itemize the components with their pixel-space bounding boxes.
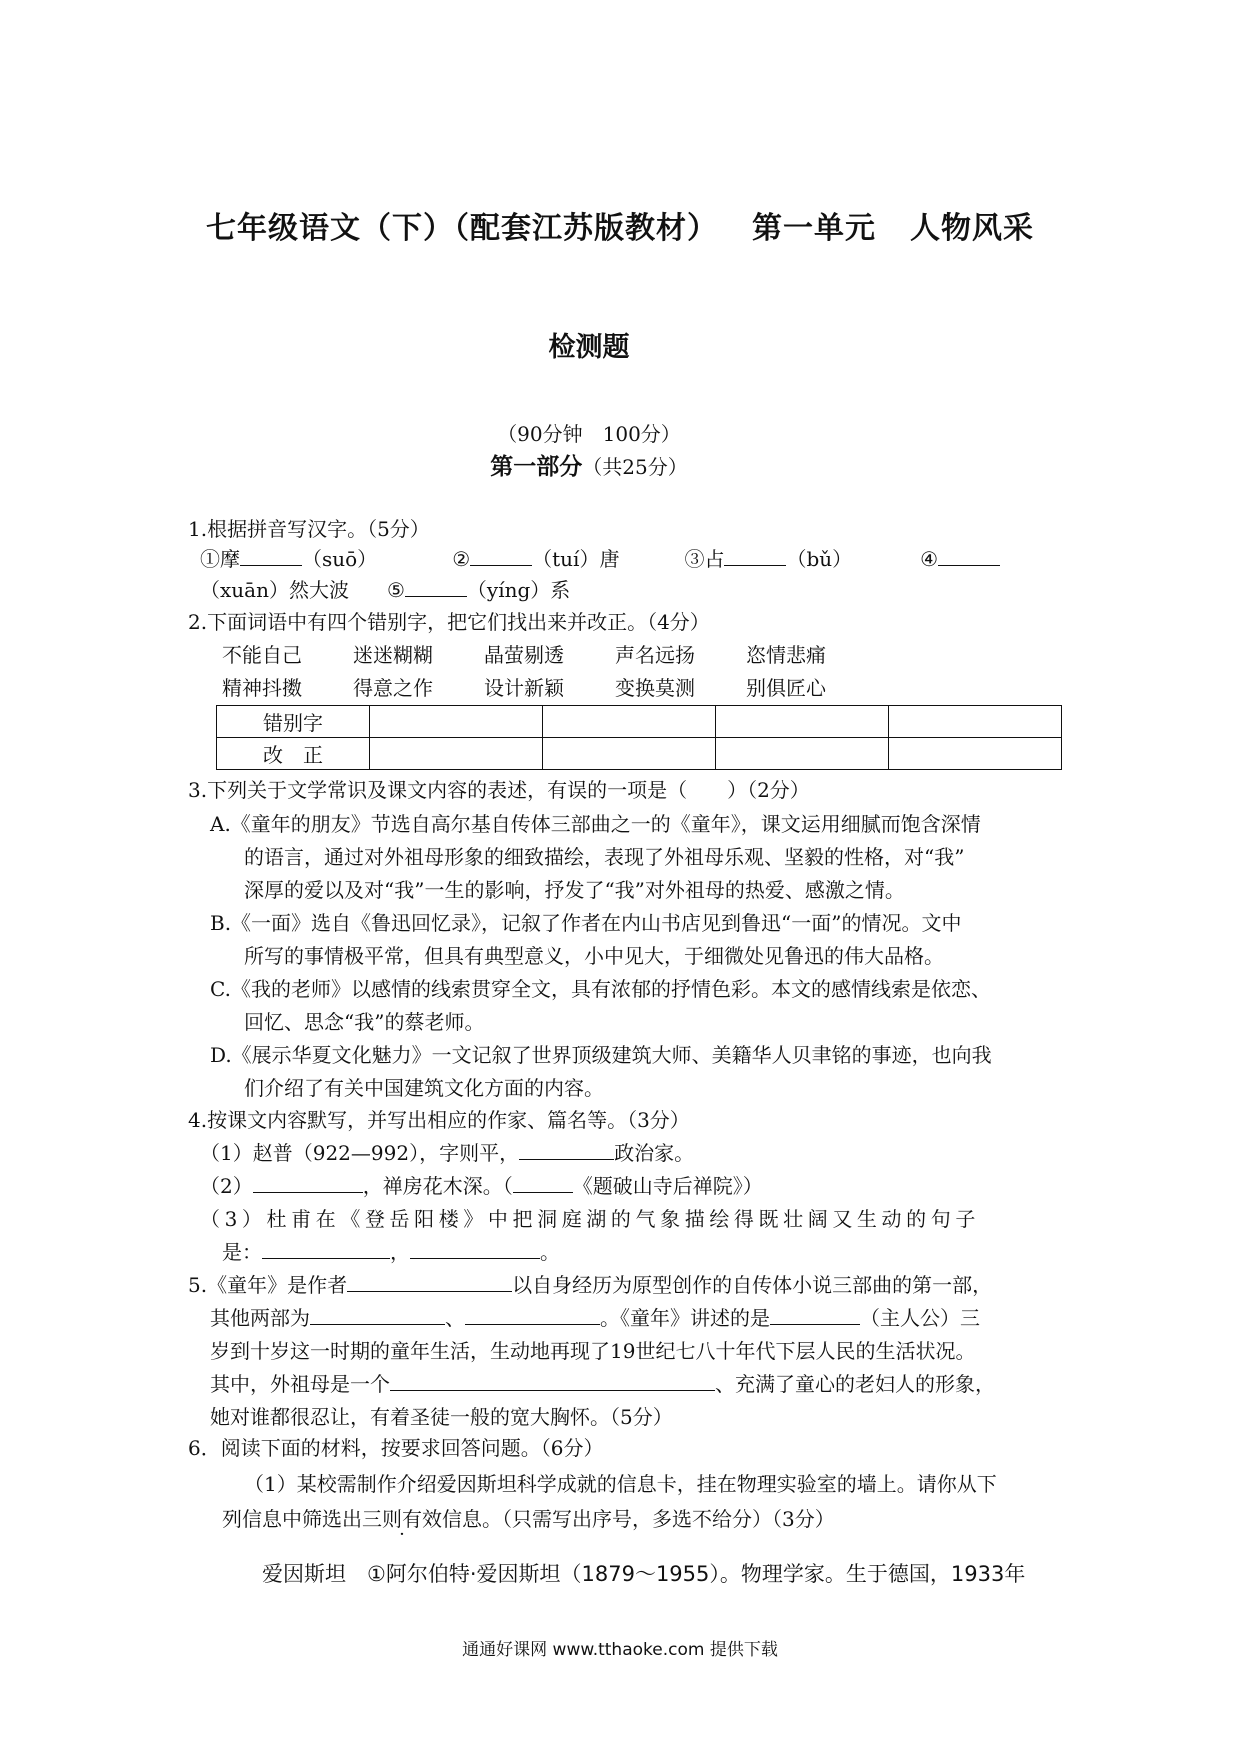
q2-word: 晶萤剔透 [484, 643, 564, 667]
q3-option-b-line-2: 所写的事情极平常，但具有典型意义，小中见大，于细微处见鲁迅的伟大品格。 [244, 944, 944, 968]
q1-pinyin-3: （bǔ） [786, 547, 853, 571]
time-info: （90分钟 100分） [497, 422, 681, 446]
q1-stem: 1.根据拼音写汉字。（5分） [188, 517, 430, 541]
answer-cell[interactable] [370, 706, 543, 738]
q4-sentence-2 [200, 1172, 763, 1200]
q2-words-row-2 [222, 674, 877, 702]
q4-blank-2 [253, 1172, 363, 1193]
q4-text: ，禅房花木深。（ [362, 1174, 513, 1198]
q2-word: 不能自己 [222, 643, 302, 667]
q5-line-4 [210, 1370, 995, 1398]
q1-pinyin-1: （suō） [302, 547, 378, 571]
answer-cell[interactable] [370, 738, 543, 770]
part-title: 第一部分 [490, 453, 583, 480]
q5-blank-5 [390, 1370, 715, 1391]
q3-option-b-line-1: B.《一面》选自《鲁迅回忆录》，记叙了作者在内山书店见到鲁迅“一面”的情况。文中 [210, 911, 962, 935]
q4-stem: 4.按课文内容默写，并写出相应的作家、篇名等。（3分） [188, 1108, 690, 1132]
q5-line-1 [188, 1271, 992, 1299]
q4-text: （2） [200, 1174, 253, 1198]
q6-stem: 6．阅读下面的材料，按要求回答问题。（6分） [188, 1436, 604, 1460]
table-header-correct: 改 正 [217, 738, 370, 770]
q6-emphasis-text: 三则有效 [362, 1507, 442, 1531]
answer-cell[interactable] [716, 738, 889, 770]
q2-words-row-1 [222, 641, 877, 669]
q2-word: 恣情悲痛 [746, 643, 826, 667]
q4-sentence-3-answer [222, 1238, 560, 1266]
q5-text: （主人公）三 [860, 1306, 980, 1330]
q4-text: （1）赵普（922—992），字则平， [200, 1141, 520, 1165]
q6-text: 信息。（只需写出序号，多选不给分）（3分） [442, 1507, 835, 1531]
answer-cell[interactable] [889, 706, 1062, 738]
answer-cell[interactable] [716, 706, 889, 738]
q1-blank-3 [724, 545, 786, 566]
page-title [0, 203, 1240, 247]
q4-sentence-3: （3）杜甫在《登岳阳楼》中把洞庭湖的气象描绘得既壮阔又生动的句子 [200, 1207, 980, 1231]
q1-pinyin-5: （yíng）系 [466, 578, 571, 602]
q1-blank-1 [240, 545, 302, 566]
q1-item-3: ③占 [684, 547, 725, 571]
q4-blank-5 [410, 1238, 540, 1259]
q4-blank-3 [513, 1172, 573, 1193]
q6-part1-line-1: （1）某校需制作介绍爱因斯坦科学成就的信息卡，挂在物理实验室的墙上。请你从下 [244, 1472, 997, 1496]
q3-option-c-line-1: C.《我的老师》以感情的线索贯穿全文，具有浓郁的抒情色彩。本文的感情线索是依恋、 [210, 977, 991, 1001]
q2-word: 设计新颖 [484, 676, 564, 700]
q2-word: 得意之作 [353, 676, 433, 700]
q5-line-2 [210, 1304, 980, 1332]
q3-option-a-line-1: A.《童年的朋友》节选自高尔基自传体三部曲之一的《童年》，课文运用细腻而饱含深情 [210, 812, 981, 836]
q5-blank-4 [770, 1304, 860, 1325]
q5-text: 。《童年》讲述的是 [600, 1306, 770, 1330]
title-part-1: 七年级语文（下）（配套江苏版教材） [206, 211, 718, 246]
q4-blank-4 [262, 1238, 390, 1259]
q1-pinyin-4: （xuān）然大波 [200, 578, 349, 602]
q5-text: 其中，外祖母是一个 [210, 1372, 390, 1396]
q3-option-d-line-2: 们介绍了有关中国建筑文化方面的内容。 [244, 1076, 604, 1100]
q4-text: ， [390, 1240, 410, 1264]
title-part-3: 人物风采 [910, 211, 1034, 246]
q5-text: 、 [445, 1306, 465, 1330]
table-row [217, 738, 1062, 770]
title-part-2: 第一单元 [752, 211, 876, 246]
q2-word: 迷迷糊糊 [353, 643, 433, 667]
q1-blank-2 [470, 545, 532, 566]
q5-text: 以自身经历为原型创作的自传体小说三部曲的第一部， [512, 1273, 993, 1297]
q6-text: 列信息中筛选出 [222, 1507, 362, 1531]
q3-option-c-line-2: 回忆、思念“我”的蔡老师。 [244, 1010, 485, 1034]
q5-blank-2 [310, 1304, 445, 1325]
table-row [217, 706, 1062, 738]
q4-sentence-1 [200, 1139, 694, 1167]
q3-option-a-line-2: 的语言，通过对外祖母形象的细致描绘，表现了外祖母乐观、坚毅的性格，对“我” [244, 845, 965, 869]
part-heading [0, 448, 1178, 481]
q5-blank-3 [465, 1304, 600, 1325]
info-card-line-1: 爱因斯坦 ①阿尔伯特·爱因斯坦（1879～1955）。物理学家。生于德国，1933年 [262, 1562, 1026, 1586]
part-score: （共25分） [582, 455, 688, 479]
q5-text: 其他两部为 [210, 1306, 310, 1330]
q4-text: 政治家。 [614, 1141, 695, 1165]
download-footer: 通通好课网 www.tthaoke.com 提供下载 [462, 1640, 778, 1660]
q5-text: 5.《童年》是作者 [188, 1273, 348, 1297]
q3-stem: 3.下列关于文学常识及课文内容的表述，有误的一项是（ ）（2分） [188, 778, 810, 802]
q1-line2 [200, 576, 570, 604]
q4-text: 是： [222, 1240, 262, 1264]
q5-line-3: 岁到十岁这一时期的童年生活，生动地再现了19世纪七八十年代下层人民的生活状况。 [210, 1339, 976, 1363]
q2-word: 声名远扬 [615, 643, 695, 667]
q5-blank-1 [347, 1271, 512, 1292]
q6-part1-line-2 [222, 1505, 835, 1533]
correction-table [216, 705, 1062, 770]
q1-item-1: ①摩 [200, 547, 240, 571]
table-header-wrong: 错别字 [217, 706, 370, 738]
q2-word: 变换莫测 [615, 676, 695, 700]
q3-option-d-line-1: D.《展示华夏文化魅力》一文记叙了世界顶级建筑大师、美籍华人贝聿铭的事迹，也向我 [210, 1043, 992, 1067]
q1-blank-5 [405, 576, 467, 597]
q2-word: 别俱匠心 [746, 676, 826, 700]
q1-pinyin-2: （tuí）唐 [532, 547, 620, 571]
q5-line-5: 她对谁都很忍让，有着圣徒一般的宽大胸怀。（5分） [210, 1405, 673, 1429]
page-subtitle: 检测题 [548, 332, 630, 363]
q3-option-a-line-3: 深厚的爱以及对“我”一生的影响，抒发了“我”对外祖母的热爱、感激之情。 [244, 878, 905, 902]
q4-blank-1 [519, 1139, 614, 1160]
q1-item-2: ② [452, 547, 471, 571]
answer-cell[interactable] [543, 706, 716, 738]
answer-cell[interactable] [543, 738, 716, 770]
q1-item-5: ⑤ [386, 578, 405, 602]
answer-cell[interactable] [889, 738, 1062, 770]
q1-blank-4 [938, 545, 1000, 566]
q4-text: 《题破山寺后禅院》） [572, 1174, 763, 1198]
q1-line1 [200, 545, 1000, 573]
q2-word: 精神抖擞 [222, 676, 302, 700]
q1-item-4: ④ [920, 547, 939, 571]
q4-text: 。 [540, 1240, 560, 1264]
q2-stem: 2.下面词语中有四个错别字，把它们找出来并改正。（4分） [188, 610, 710, 634]
q5-text: 、充满了童心的老妇人的形象， [715, 1372, 995, 1396]
